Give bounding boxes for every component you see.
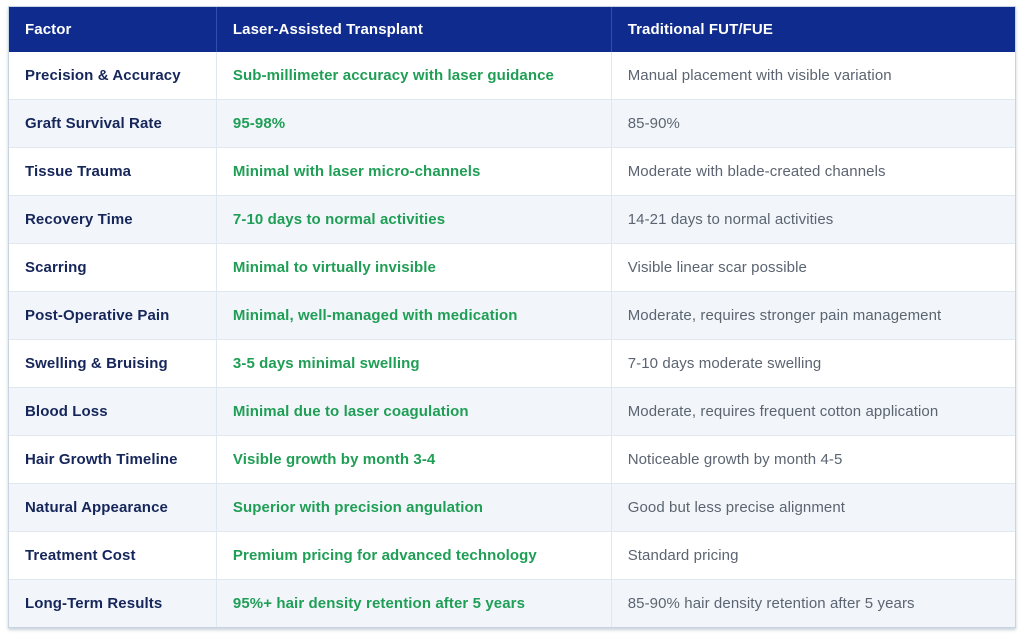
header-cell-traditional: Traditional FUT/FUE — [611, 7, 1015, 52]
factor-cell: Precision & Accuracy — [9, 52, 216, 100]
traditional-cell: Standard pricing — [611, 532, 1015, 580]
traditional-cell: Moderate, requires stronger pain management — [611, 292, 1015, 340]
laser-cell: Superior with precision angulation — [216, 484, 611, 532]
table-row — [9, 292, 1015, 340]
laser-cell: Minimal due to laser coagulation — [216, 388, 611, 436]
factor-cell: Long-Term Results — [9, 580, 216, 628]
factor-cell: Treatment Cost — [9, 532, 216, 580]
table-row — [9, 484, 1015, 532]
table-row — [9, 148, 1015, 196]
table-row — [9, 100, 1015, 148]
traditional-cell: Moderate, requires frequent cotton application — [611, 388, 1015, 436]
factor-cell: Blood Loss — [9, 388, 216, 436]
traditional-cell: 14-21 days to normal activities — [611, 196, 1015, 244]
table-row — [9, 580, 1015, 628]
laser-cell: Sub-millimeter accuracy with laser guidance — [216, 52, 611, 100]
factor-cell: Recovery Time — [9, 196, 216, 244]
factor-cell: Post-Operative Pain — [9, 292, 216, 340]
factor-cell: Natural Appearance — [9, 484, 216, 532]
laser-cell: 95%+ hair density retention after 5 years — [216, 580, 611, 628]
traditional-cell: Visible linear scar possible — [611, 244, 1015, 292]
header-row — [9, 7, 1015, 52]
laser-cell: Minimal, well-managed with medication — [216, 292, 611, 340]
comparison-table-card — [8, 6, 1016, 628]
laser-cell: Minimal to virtually invisible — [216, 244, 611, 292]
factor-cell: Tissue Trauma — [9, 148, 216, 196]
table-row — [9, 244, 1015, 292]
traditional-cell: 85-90% — [611, 100, 1015, 148]
laser-cell: Minimal with laser micro-channels — [216, 148, 611, 196]
traditional-cell: Noticeable growth by month 4-5 — [611, 436, 1015, 484]
comparison-table — [9, 7, 1015, 627]
laser-cell: Visible growth by month 3-4 — [216, 436, 611, 484]
factor-cell: Graft Survival Rate — [9, 100, 216, 148]
header-cell-factor: Factor — [9, 7, 216, 52]
traditional-cell: Manual placement with visible variation — [627, 67, 892, 84]
table-row — [9, 532, 1015, 580]
laser-cell: 3-5 days minimal swelling — [216, 340, 611, 388]
factor-cell: Swelling & Bruising — [9, 340, 216, 388]
factor-cell: Hair Growth Timeline — [9, 436, 216, 484]
laser-cell: Premium pricing for advanced technology — [216, 532, 611, 580]
laser-cell: 95-98% — [216, 100, 611, 148]
table-row — [9, 196, 1015, 244]
traditional-cell: 85-90% hair density retention after 5 years — [611, 580, 1015, 628]
traditional-cell: 7-10 days moderate swelling — [611, 340, 1015, 388]
factor-cell: Scarring — [9, 244, 216, 292]
traditional-cell: Moderate with blade-created channels — [611, 148, 1015, 196]
table-row — [9, 436, 1015, 484]
header-cell-laser: Laser-Assisted Transplant — [216, 7, 611, 52]
laser-cell: 7-10 days to normal activities — [216, 196, 611, 244]
table-body — [9, 52, 1015, 627]
table-row — [9, 52, 1015, 100]
table-row — [9, 340, 1015, 388]
table-row — [9, 388, 1015, 436]
traditional-cell: Good but less precise alignment — [611, 484, 1015, 532]
